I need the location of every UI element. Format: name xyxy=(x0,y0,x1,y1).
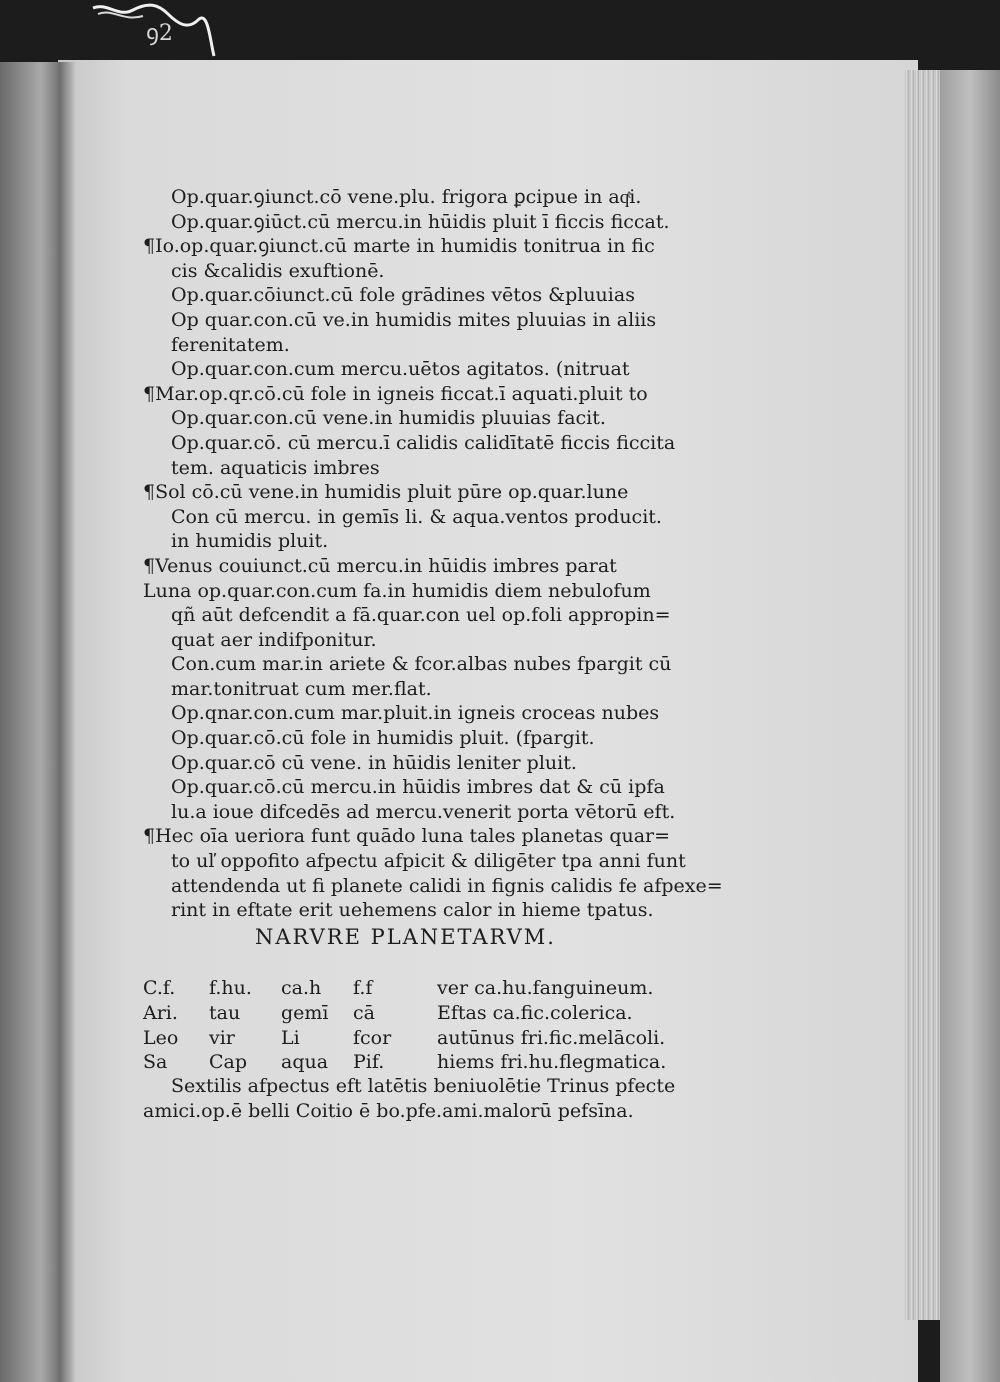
text-line: lu.a ioue difcedēs ad mercu.venerit porta vētorū eft. xyxy=(171,800,676,823)
table-cell: vir xyxy=(209,1026,235,1049)
text-line: Op.quar.cō.cū fole in humidis pluit. (fpargit. xyxy=(171,727,595,750)
page-edges xyxy=(905,70,945,1320)
closing-text xyxy=(143,1074,723,1123)
text-line: attendenda ut fi planete calidi in fignis calidis fe afpexe= xyxy=(171,874,723,897)
text-line: tem. aquaticis imbres xyxy=(171,456,380,479)
book-gutter xyxy=(40,62,76,1382)
table-cell: gemī xyxy=(281,1001,329,1024)
text-line: Con cū mercu. in gemīs li. & aqua.ventos producit. xyxy=(171,505,662,528)
table-cell: aqua xyxy=(281,1051,329,1074)
text-line: ¶Sol cō.cū vene.in humidis pluit pūre op.quar.lune xyxy=(143,481,629,504)
text-line: rint in eftate erit uehemens calor in hieme tpatus. xyxy=(171,899,654,922)
table-cell: C.f. xyxy=(143,977,176,999)
closing-line: Sextilis afpectus eft latētis beniuolētie Trinus pfecte xyxy=(171,1075,676,1097)
text-line: ferenitatem. xyxy=(171,333,290,356)
table-cell: ca.h xyxy=(281,977,322,999)
table-cell: fcor xyxy=(353,1026,392,1049)
table-cell: Pif. xyxy=(353,1051,385,1074)
text-line: ¶Mar.op.qr.cō.cū fole in igneis ficcat.ī aquati.pluit to xyxy=(143,382,648,405)
text-line: quat aer indifponitur. xyxy=(171,628,377,651)
text-line: to uľ oppofito afpectu afpicit & diligēter tpa anni funt xyxy=(171,850,686,873)
text-line: mar.tonitruat cum mer.flat. xyxy=(171,677,432,700)
table-row xyxy=(143,1001,723,1026)
text-line: Op.quar.cōiunct.cū fole grādines vētos &pluuias xyxy=(171,284,635,307)
section-heading: NARVRE PLANETARVM. xyxy=(255,924,556,949)
text-line: qñ aūt defcendit a fā.quar.con uel op.foli appropin= xyxy=(171,604,671,627)
table-cell: tau xyxy=(209,1001,241,1024)
text-line: ¶Venus couiunct.cū mercu.in hūidis imbres parat xyxy=(143,554,617,577)
text-line: Op.quar.cō cū vene. in hūidis leniter pluit. xyxy=(171,751,577,774)
text-line: Op.quar.ꝯiunct.cō vene.plu. frigora ꝑcipue in aqͭi. xyxy=(171,186,642,208)
table-cell: autūnus fri.fic.melācoli. xyxy=(437,1026,666,1049)
text-line: in humidis pluit. xyxy=(171,530,329,553)
table-cell: Eftas ca.fic.colerica. xyxy=(437,1001,633,1024)
table-cell: f.hu. xyxy=(209,977,252,999)
table-cell: Sa xyxy=(143,1051,168,1074)
text-line: Op quar.con.cū ve.in humidis mites pluuias in aliis xyxy=(171,308,657,331)
table-cell: cā xyxy=(353,1001,375,1024)
table-cell: Cap xyxy=(209,1051,248,1074)
table-cell: Ari. xyxy=(143,1001,178,1024)
text-line: ¶Io.op.quar.ꝯiunct.cū marte in humidis tonitrua in fic xyxy=(143,235,655,258)
text-line: Op.quar.ꝯiūct.cū mercu.in hūidis pluit ī ficcis ficcat. xyxy=(171,210,670,233)
table-row xyxy=(143,1050,723,1075)
table-cell: Li xyxy=(281,1026,300,1049)
table-cell: hiems fri.hu.flegmatica. xyxy=(437,1051,667,1074)
text-line: Op.quar.con.cum mercu.uētos agitatos. (nitruat xyxy=(171,358,630,381)
text-line: Op.qnar.con.cum mar.pluit.in igneis croceas nubes xyxy=(171,702,660,725)
text-line: Con.cum mar.in ariete & fcor.albas nubes fpargit cū xyxy=(171,653,672,676)
table-cell: Leo xyxy=(143,1026,179,1049)
text-line: Op.quar.con.cū vene.in humidis pluuias facit. xyxy=(171,407,606,430)
table-cell: f.f xyxy=(353,977,373,999)
text-line: Op.quar.cō. cū mercu.ī calidis calidītatē ficcis ficcita xyxy=(171,431,676,454)
marginalia-text: ꝯ2 xyxy=(146,21,173,46)
table-cell: ver ca.hu.fanguineum. xyxy=(437,977,654,999)
table-row xyxy=(143,1026,723,1051)
planet-nature-table xyxy=(143,976,723,1075)
text-line: cis &calidis exuftionē. xyxy=(171,259,385,282)
text-line: Op.quar.cō.cū mercu.in hūidis imbres dat & cū ipfa xyxy=(171,776,665,799)
main-text xyxy=(143,185,723,949)
text-line: Luna op.quar.con.cum fa.in humidis diem nebulofum xyxy=(143,579,651,602)
closing-line: amici.op.ē belli Coitio ē bo.pfe.ami.malorū pefsīna. xyxy=(143,1099,634,1122)
table-row xyxy=(143,976,723,1001)
text-line: ¶Hec oīa ueriora funt quādo luna tales planetas quar= xyxy=(143,825,671,848)
binding-string-icon xyxy=(88,0,218,60)
book-cover-edge xyxy=(940,70,1000,1382)
